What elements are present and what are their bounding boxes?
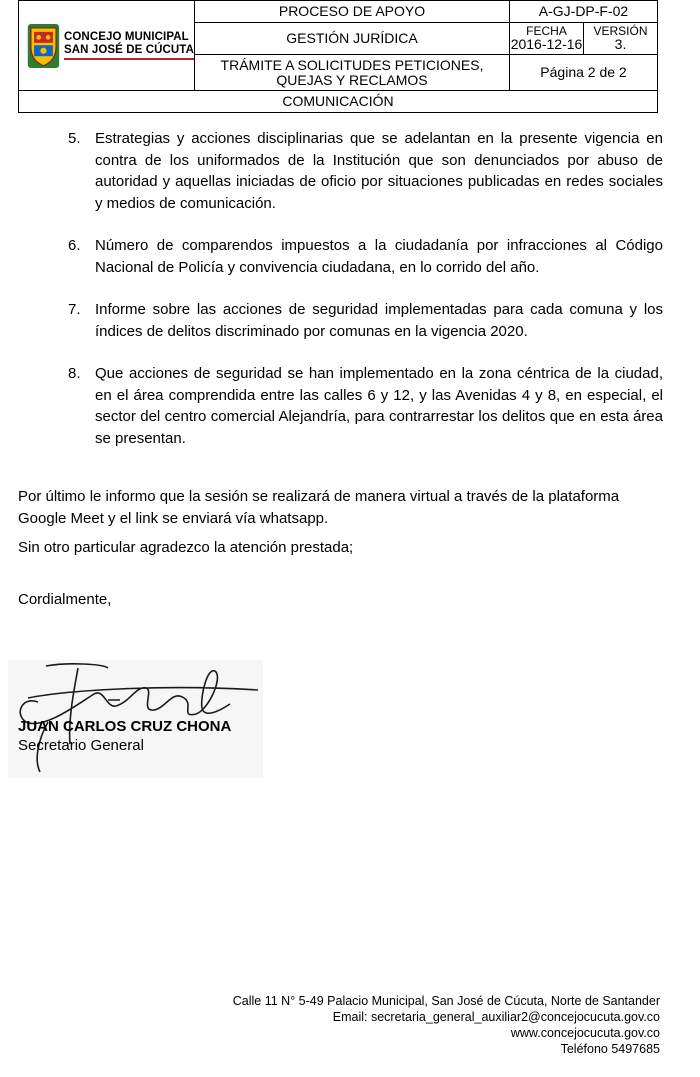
logo-line-2: SAN JOSÉ DE CÚCUTA: [63, 44, 194, 56]
list-item: [68, 235, 663, 278]
item-number: 8.: [68, 365, 81, 382]
item-number: 6.: [68, 237, 81, 254]
footer-email: Email: secretaria_general_auxiliar2@concejocucuta.gov.co: [332, 1010, 660, 1024]
list-item: [68, 363, 663, 449]
item-number: 5.: [68, 130, 81, 147]
version-label: VERSIÓN: [593, 24, 648, 38]
logo-cell: [19, 1, 195, 91]
footer-phone: Teléfono 5497685: [560, 1042, 660, 1056]
version-value: 3.: [614, 36, 627, 52]
code-cell: A-GJ-DP-F-02: [510, 1, 658, 23]
logo-underline: [64, 58, 194, 60]
item-text: Número de comparendos impuestos a la ciudadanía por infracciones al Código Nacional de Policía y convivencia ciudadana, en lo corrido del año.: [95, 237, 663, 276]
procedure-line-2: QUEJAS Y RECLAMOS: [276, 71, 428, 88]
page-footer: [233, 993, 660, 1057]
date-label: FECHA: [526, 24, 567, 38]
item-text: Que acciones de seguridad se han implementado en la zona céntrica de la ciudad, en el área comprendida entre las calles 6 y 12, y las Avenidas 4 y 8, en especial, el sector del centro comercial Alejandría, para contrarrestar los delitos que en esta área se presentan.: [95, 365, 663, 447]
footer-address: Calle 11 N° 5-49 Palacio Municipal, San José de Cúcuta, Norte de Santander: [232, 994, 660, 1008]
farewell-paragraph: Cordialmente,: [18, 591, 112, 608]
logo-line-1: CONCEJO MUNICIPAL: [63, 31, 189, 43]
thanks-paragraph: Sin otro particular agradezco la atención prestada;: [18, 539, 354, 556]
item-number: 7.: [68, 301, 81, 318]
document-header: [18, 0, 658, 113]
list-item: [68, 299, 663, 342]
footer-website: www.concejocucuta.gov.co: [510, 1026, 660, 1040]
signer-role: Secretario General: [18, 737, 144, 754]
virtual-session-paragraph: Por último le informo que la sesión se realizará de manera virtual a través de la plataforma Google Meet y el link se enviará vía whatsapp.: [18, 488, 620, 527]
type-cell: COMUNICACIÓN: [19, 91, 658, 113]
item-text: Estrategias y acciones disciplinarias que se adelantan en la presente vigencia en contra de los uniformados de la Institución que son denunciados por abuso de autoridad y aquellas iniciadas de oficio por situaciones publicadas en redes sociales y medios de comunicación.: [95, 130, 663, 212]
date-value: 2016-12-16: [510, 36, 583, 52]
procedure-cell: [195, 55, 510, 91]
process-cell: PROCESO DE APOYO: [195, 1, 510, 23]
page-cell: Página 2 de 2: [510, 55, 658, 91]
area-cell: GESTIÓN JURÍDICA: [195, 23, 510, 55]
date-cell: [510, 23, 584, 55]
request-list: [68, 128, 663, 470]
procedure-line-1: TRÁMITE A SOLICITUDES PETICIONES,: [220, 56, 484, 73]
list-item: [68, 128, 663, 214]
item-text: Informe sobre las acciones de seguridad implementadas para cada comuna y los índices de delitos discriminado por comunas en la vigencia 2020.: [95, 301, 663, 340]
concejo-logo: [19, 17, 194, 75]
version-cell: [584, 23, 658, 55]
coat-of-arms-icon: [27, 17, 60, 75]
signer-name: JUAN CARLOS CRUZ CHONA: [18, 718, 232, 735]
